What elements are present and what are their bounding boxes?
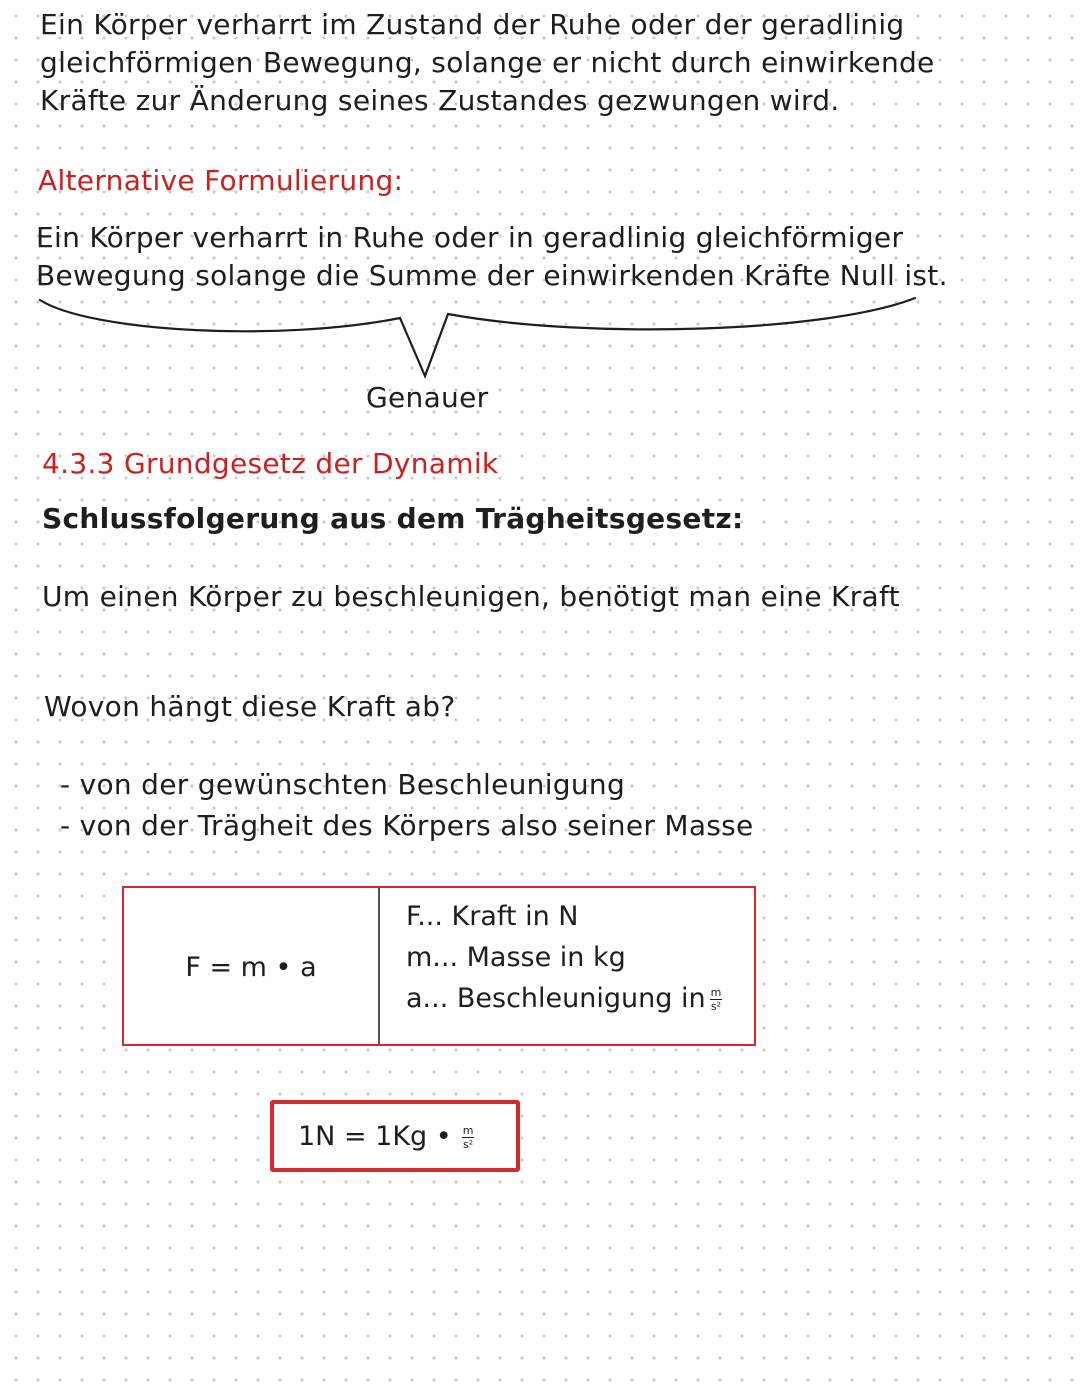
intro-line-1: Ein Körper verharrt im Zustand der Ruhe oder der geradlinig: [40, 8, 905, 41]
formula-divider: [378, 888, 380, 1044]
bullet-item: - von der gewünschten Beschleunigung: [60, 768, 626, 801]
intro-line-2: gleichförmigen Bewegung, solange er nicht durch einwirkende: [40, 46, 935, 79]
fraction-denominator: s²: [710, 1000, 721, 1013]
section-question: Wovon hängt diese Kraft ab?: [44, 690, 456, 723]
bullet-item: - von der Trägheit des Körpers also seiner Masse: [60, 809, 754, 842]
formula-legend: [406, 896, 722, 1019]
unit-equation-text: 1N = 1Kg •: [298, 1121, 452, 1152]
legend-acceleration-text: a... Beschleunigung in: [406, 983, 706, 1014]
section-heading: 4.3.3 Grundgesetz der Dynamik: [42, 447, 499, 480]
alternative-line-1: Ein Körper verharrt in Ruhe oder in geradlinig gleichförmiger: [36, 221, 904, 254]
intro-line-3: Kräfte zur Änderung seines Zustandes gezwungen wird.: [40, 84, 840, 117]
alternative-line-2: Bewegung solange die Summe der einwirkenden Kräfte Null ist.: [36, 259, 948, 292]
formula-box: [122, 886, 756, 1046]
brace-label: Genauer: [366, 381, 489, 414]
unit-box: [270, 1100, 520, 1172]
unit-fraction: [710, 987, 723, 1012]
formula-main: F = m • a: [185, 952, 317, 983]
fraction-denominator: s²: [462, 1138, 474, 1151]
legend-mass: m... Masse in kg: [406, 942, 626, 973]
section-statement: Um einen Körper zu beschleunigen, benötigt man eine Kraft: [42, 580, 900, 613]
fraction-numerator: m: [710, 986, 722, 999]
unit-equation: [298, 1120, 474, 1154]
alternative-heading: Alternative Formulierung:: [38, 164, 404, 197]
curly-brace-drawing: [30, 292, 930, 382]
section-subheading: Schlussfolgerung aus dem Trägheitsgesetz:: [42, 502, 744, 535]
legend-force: F... Kraft in N: [406, 901, 579, 932]
legend-acceleration: [406, 978, 722, 1019]
fraction-numerator: m: [462, 1124, 474, 1137]
unit-fraction: [462, 1125, 475, 1150]
